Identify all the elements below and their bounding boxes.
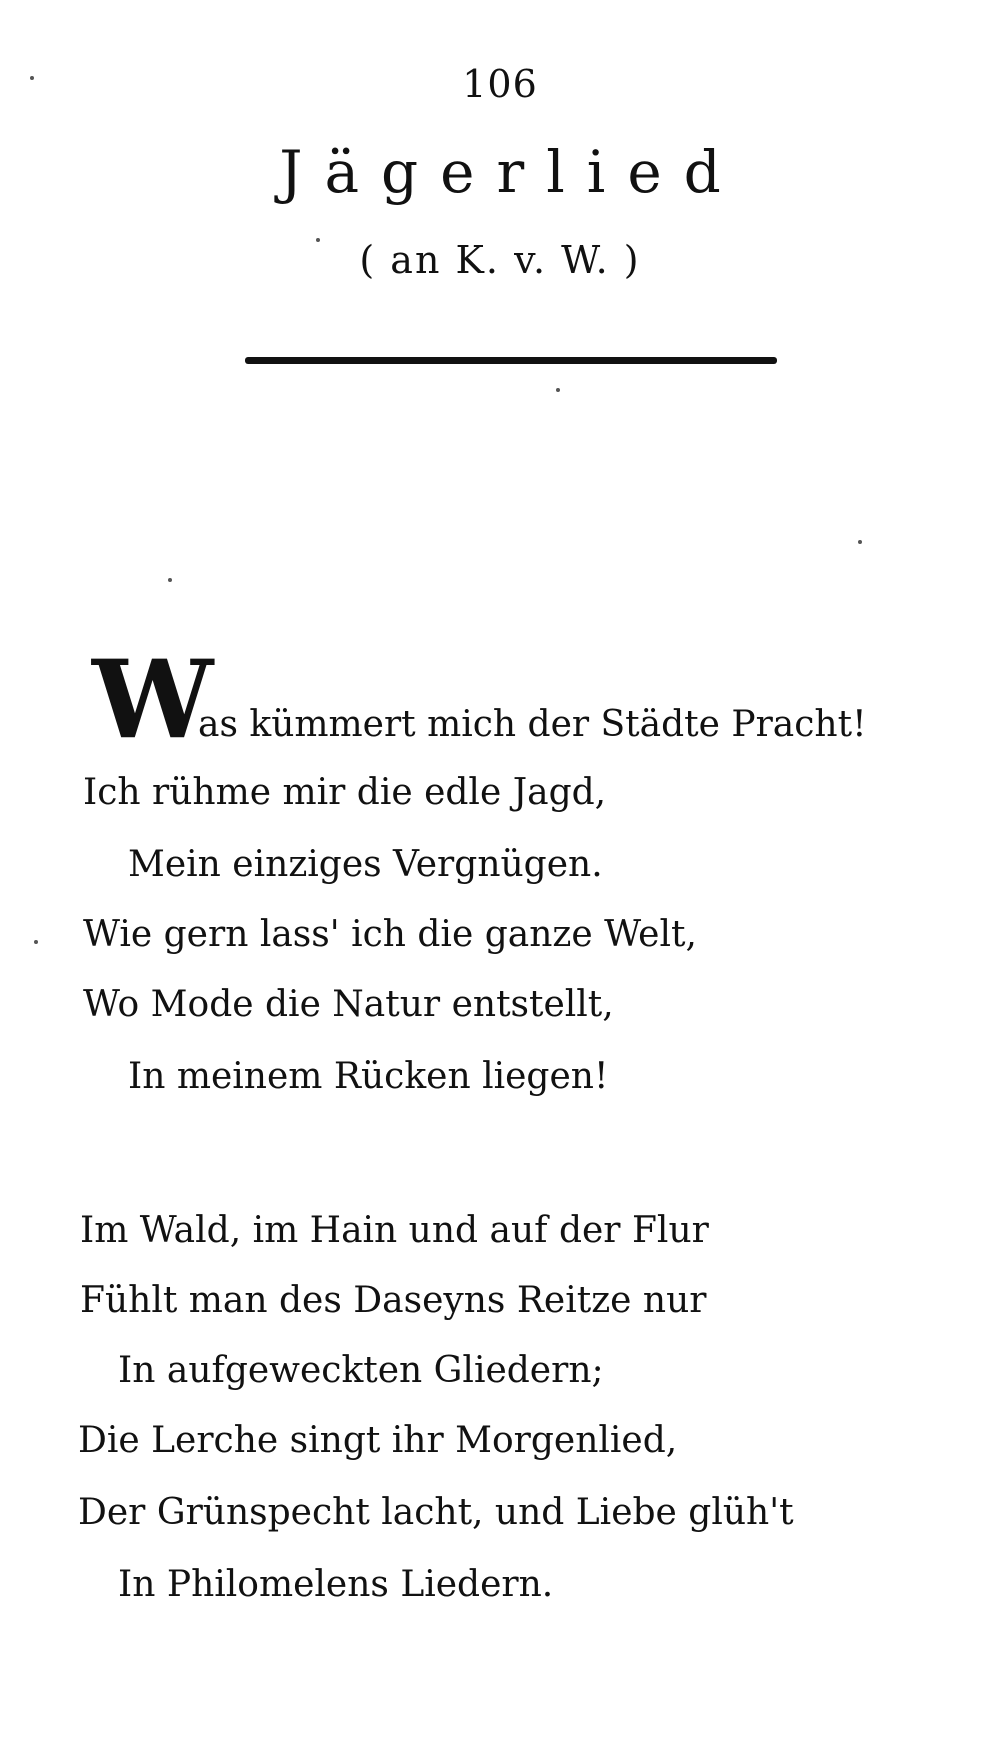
drop-cap: W [92, 637, 214, 763]
verse-line: Die Lerche singt ihr Morgenlied, [78, 1420, 678, 1461]
verse-line: Der Grünspecht lacht, und Liebe glüh't [78, 1492, 794, 1533]
verse-line: In aufgeweckten Gliedern; [118, 1350, 604, 1391]
poem-dedication: ( an K. v. W. ) [359, 238, 641, 282]
verse-line: In Philomelens Liedern. [118, 1564, 554, 1605]
verse-line: Im Wald, im Hain und auf der Flur [80, 1210, 709, 1251]
paper-speck [858, 540, 862, 544]
verse-line: In meinem Rücken liegen! [128, 1056, 609, 1097]
verse-line: Mein einziges Vergnügen. [128, 844, 603, 885]
paper-speck [30, 76, 34, 80]
verse-line: as kümmert mich der Städte Pracht! [198, 704, 867, 745]
paper-speck [168, 578, 172, 582]
title-rule [245, 357, 777, 364]
paper-speck [34, 940, 38, 944]
paper-speck [316, 238, 320, 242]
page-number: 106 [462, 62, 538, 106]
paper-speck [556, 388, 560, 392]
verse-line: Fühlt man des Daseyns Reitze nur [80, 1280, 707, 1321]
verse-line: Wie gern lass' ich die ganze Welt, [83, 914, 697, 955]
verse-line: Ich rühme mir die edle Jagd, [83, 772, 607, 813]
verse-line: Wo Mode die Natur entstellt, [83, 984, 614, 1025]
poem-title: Jägerlied [279, 138, 743, 206]
